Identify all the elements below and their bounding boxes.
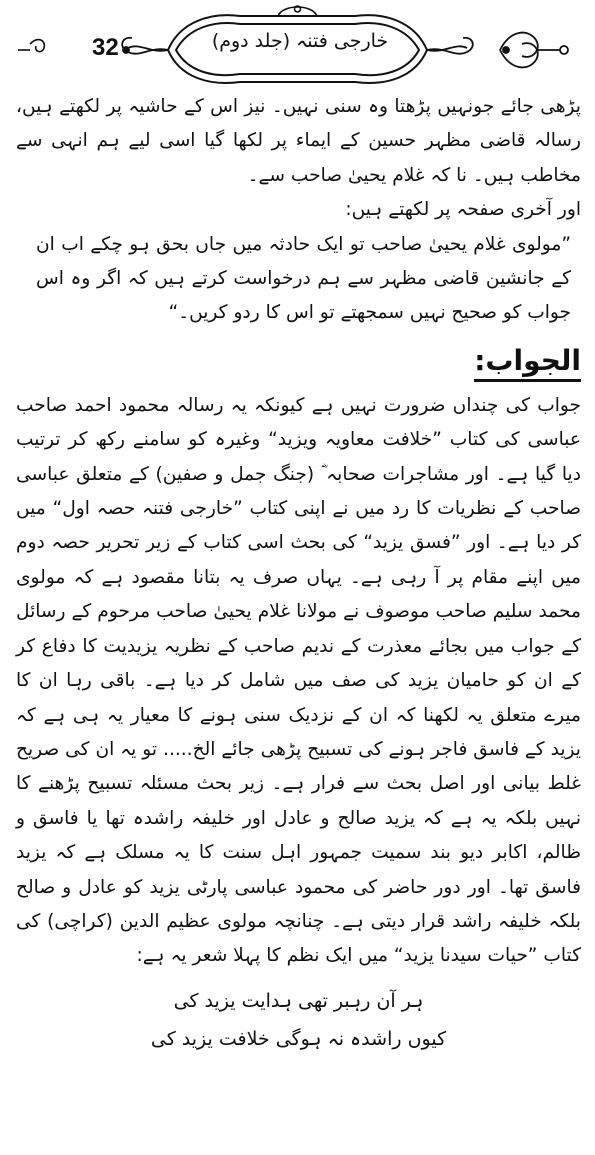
- page-body: [16, 90, 581, 1058]
- poem-couplet: [16, 982, 581, 1058]
- paragraph-intro: پڑھی جائے جونہیں پڑھتا وہ سنی نہیں۔ نیز اس کے حاشیہ پر لکھتے ہیں، رسالہ قاضی مظہر حسین کے ایماء پر لکھا گیا اسی لیے ہم انہی سے مخاطب ہیں۔ نا کہ غلام یحییٰ صاحب سے۔: [16, 96, 581, 186]
- poem-line-2: کیوں راشدہ نہ ہوگی خلافت یزید کی: [150, 1027, 447, 1050]
- page-header: [0, 0, 595, 92]
- section-heading: [16, 337, 581, 385]
- block-quote: ”مولوی غلام یحییٰ صاحب تو ایک حادثہ میں جاں بحق ہو چکے اب ان کے جانشین قاضی مظہر سے ہم درخواست کرتے ہیں کہ اگر وہ اس جواب کو صحیح نہیں سمجھتے تو اس کا ردو کریں۔“: [36, 233, 571, 324]
- paragraph-answer: جواب کی چنداں ضرورت نہیں ہے کیونکہ یہ رسالہ محمود احمد صاحب عباسی کی کتاب ”خلافت معاویہ ویزید“ وغیرہ کو سامنے رکھ کر ترتیب دیا گیا ہے۔ اور مشاجرات صحابہ ؓ (جنگ جمل و صفین) کے متعلق عباسی صاحب کے نظریات کا رد میں نے اپنی کتاب ”خارجی فتنہ حصہ اول“ میں کر دیا ہے۔ اور ”فسق یزید“ کی بحث اسی کتاب کے زیر تحریر حصہ دوم میں اپنے مقام پر آ رہی ہے۔ یہاں صرف یہ بتانا مقصود ہے کہ مولوی محمد سلیم صاحب موصوف نے مولانا غلام یحییٰ صاحب مرحوم کے رسائل کے جواب میں بجائے معذرت کے ندیم صاحب کے نظریہ یزیدیت کا دفاع کر کے ان کو حامیان یزید کی صف میں شامل کر دیا ہے۔ باقی رہا ان کا میرے متعلق یہ لکھنا کہ ان کے نزدیک سنی ہونے کا معیار یہ ہی ہے کہ یزید کے فاسق فاجر ہونے کی تسبیح پڑھی جائے الخ..... تو یہ ان کی صریح غلط بیانی اور اصل بحث سے فرار ہے۔ زیر بحث مسئلہ تسبیح پڑھنے کا نہیں بلکہ یہ ہے کہ یزید صالح و عادل اور خلیفہ راشدہ تھا یا فاسق و ظالم، اکابر دیو بند سمیت جمہور اہل سنت کا یہ مسلک ہے کہ یزید فاسق تھا۔ اور دور حاضر کی محمود عباسی پارٹی یزید کو عادل و صالح بلکہ خلیفہ راشد قرار دیتی ہے۔ چنانچہ مولوی عظیم الدین (کراچی) کی کتاب ”حیات سیدنا یزید“ میں ایک نظم کا پہلا شعر یہ ہے:: [16, 394, 581, 967]
- poem-line-1: ہر آن رہبر تھی ہدایت یزید کی: [173, 989, 424, 1012]
- paragraph-last-page: اور آخری صفحہ پر لکھتے ہیں:: [345, 199, 581, 221]
- section-heading-text: الجواب:: [474, 344, 581, 382]
- page-number: 32: [92, 34, 119, 61]
- running-title: خارجی فتنہ (جلد دوم): [211, 30, 389, 52]
